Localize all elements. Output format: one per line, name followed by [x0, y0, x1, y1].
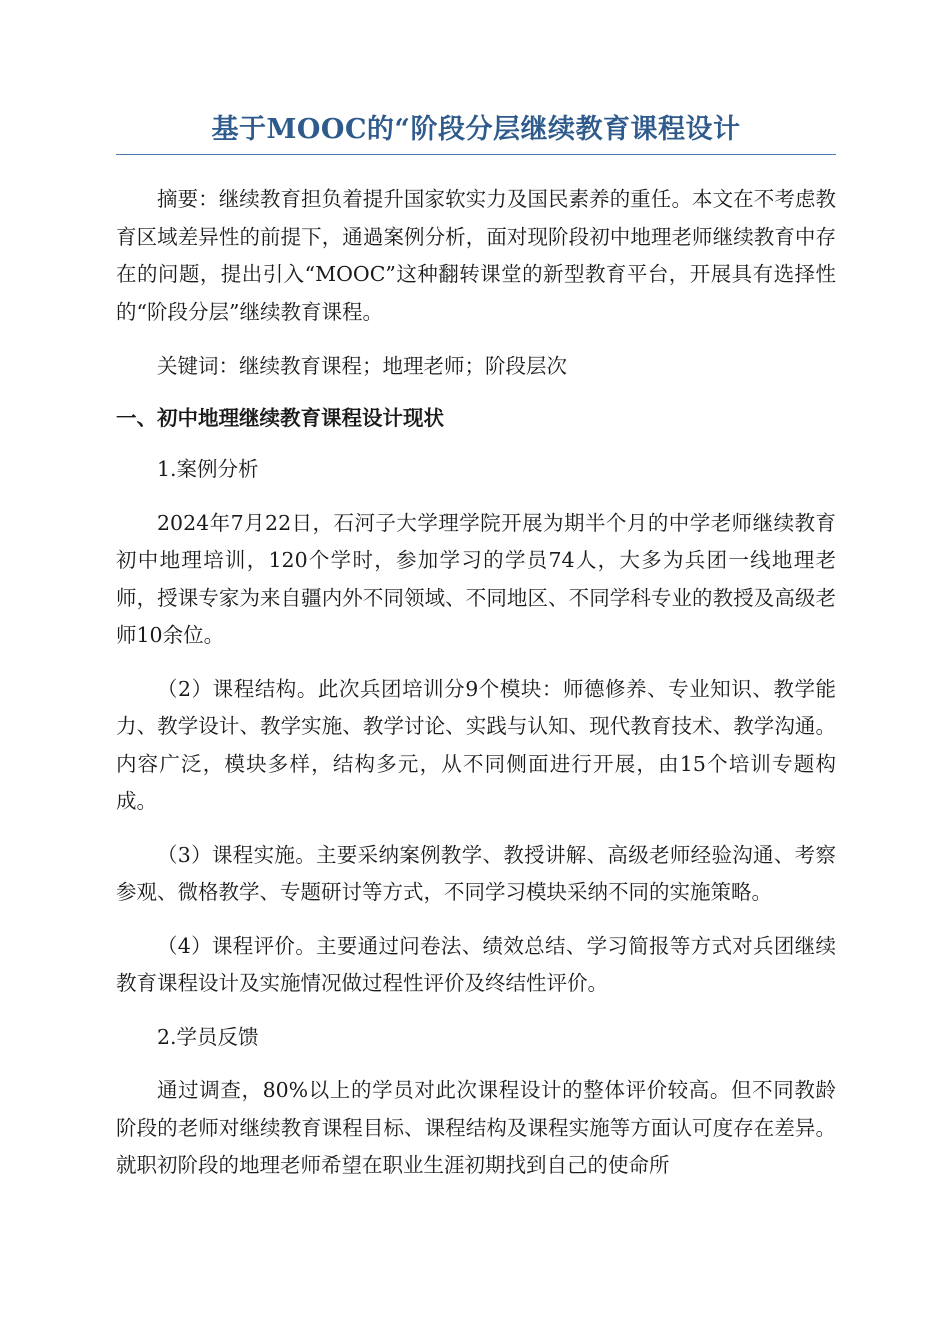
subsection-heading-feedback: 2.学员反馈	[157, 1024, 259, 1049]
case-paragraph: 2024年7月22日，石河子大学理学院开展为期半个月的中学老师继续教育初中地理培训，120个学时，参加学习的学员74人，大多为兵团一线地理老师，授课专家为来自疆内外不同领域、不同地区、不同学科专业的教授及高级老师10余位。	[116, 510, 836, 647]
course-structure-paragraph: （2）课程结构。此次兵团培训分9个模块：师德修养、专业知识、教学能力、教学设计、教学实施、教学讨论、实践与认知、现代教育技术、教学沟通。内容广泛，模块多样，结构多元，从不同侧面进行开展，由15个培训专题构成。	[116, 676, 836, 813]
abstract-paragraph: 摘要：继续教育担负着提升国家软实力及国民素养的重任。本文在不考虑教育区域差异性的前提下，通過案例分析，面对现阶段初中地理老师继续教育中存在的问题，提出引入“MOOC”这种翻转课堂的新型教育平台，开展具有选择性的“阶段分层”继续教育课程。	[116, 187, 836, 324]
course-evaluation-paragraph: （4）课程评价。主要通过问卷法、绩效总结、学习简报等方式对兵团继续教育课程设计及实施情况做过程性评价及终结性评价。	[116, 933, 836, 995]
course-implementation-paragraph: （3）课程实施。主要采纳案例教学、教授讲解、高级老师经验沟通、考察参观、微格教学、专题研讨等方式，不同学习模块采纳不同的实施策略。	[116, 842, 836, 904]
document-title: 基于MOOC的“阶段分层继续教育课程设计	[116, 110, 836, 155]
section-heading: 一、初中地理继续教育课程设计现状	[116, 405, 444, 430]
keywords-paragraph: 关键词：继续教育课程；地理老师；阶段层次	[157, 354, 567, 378]
subsection-heading-case: 1.案例分析	[157, 457, 259, 481]
document-page	[116, 110, 836, 1185]
feedback-paragraph: 通过调查，80%以上的学员对此次课程设计的整体评价较高。但不同教龄阶段的老师对继续教育课程目标、课程结构及课程实施等方面认可度存在差异。就职初阶段的地理老师希望在职业生涯初期找到自己的使命所	[116, 1078, 836, 1177]
